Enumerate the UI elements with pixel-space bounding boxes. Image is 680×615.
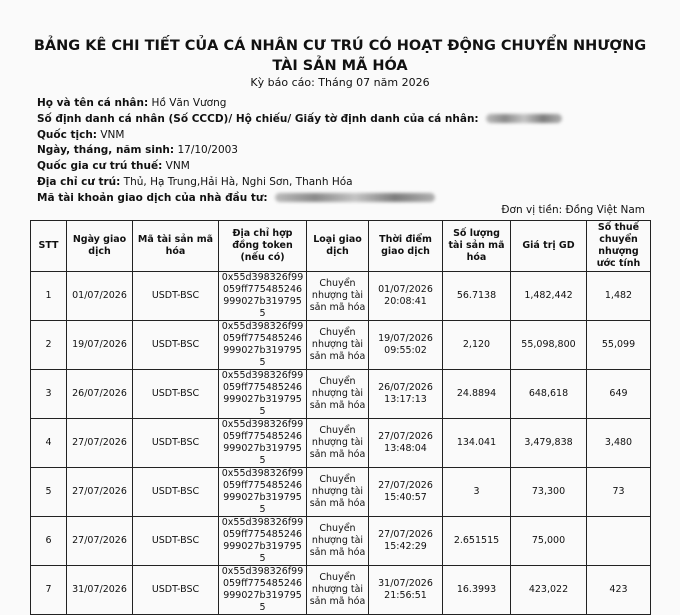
tax-country-label: Quốc gia cư trú thuế: [37, 160, 163, 173]
account-row [37, 191, 562, 207]
cell-address: 0x55d398326f99059ff775485246999027b3197955 [219, 468, 307, 517]
cell-qty: 134.041 [443, 419, 511, 468]
cell-type: Chuyển nhượng tài sản mã hóa [307, 272, 369, 321]
cell-value: 423,022 [511, 566, 587, 615]
header-value: Giá trị GD [511, 221, 587, 272]
header-qty: Số lượng tài sản mã hóa [443, 221, 511, 272]
cell-value: 55,098,800 [511, 321, 587, 370]
cell-type: Chuyển nhượng tài sản mã hóa [307, 468, 369, 517]
cell-qty: 3 [443, 468, 511, 517]
cell-asset: USDT-BSC [133, 517, 219, 566]
address-value: Thủ, Hạ Trung,Hải Hà, Nghi Sơn, Thanh Hóa [123, 175, 353, 188]
nationality-label: Quốc tịch: [37, 128, 98, 141]
cell-stt: 4 [31, 419, 67, 468]
header-date: Ngày giao dịch [67, 221, 133, 272]
table-row [31, 321, 651, 370]
cell-qty: 2,120 [443, 321, 511, 370]
cell-time-clock: 20:08:41 [384, 296, 427, 307]
cell-address: 0x55d398326f99059ff775485246999027b3197955 [219, 321, 307, 370]
redacted-id [486, 114, 562, 123]
table-row [31, 468, 651, 517]
cell-tax: 1,482 [587, 272, 651, 321]
cell-time [369, 419, 443, 468]
cell-date: 19/07/2026 [67, 321, 133, 370]
cell-date: 27/07/2026 [67, 419, 133, 468]
cell-time-clock: 09:55:02 [384, 345, 427, 356]
account-label: Mã tài khoản giao dịch của nhà đầu tư: [37, 191, 268, 204]
currency-unit: Đơn vị tiền: Đồng Việt Nam [501, 204, 645, 216]
cell-time-clock: 13:17:13 [384, 394, 427, 405]
name-label: Họ và tên cá nhân: [37, 97, 149, 109]
cell-time [369, 272, 443, 321]
cell-time-date: 27/07/2026 [378, 529, 433, 540]
table-row [31, 517, 651, 566]
cell-value: 75,000 [511, 517, 587, 566]
address-label: Địa chỉ cư trú: [37, 175, 121, 188]
cell-address: 0x55d398326f99059ff775485246999027b3197955 [219, 419, 307, 468]
cell-stt: 5 [31, 468, 67, 517]
dob-label: Ngày, tháng, năm sinh: [37, 144, 175, 157]
table-row [31, 370, 651, 419]
cell-address: 0x55d398326f99059ff775485246999027b3197955 [219, 272, 307, 321]
name-value: Hồ Văn Vương [151, 97, 227, 109]
cell-date: 27/07/2026 [67, 517, 133, 566]
cell-type: Chuyển nhượng tài sản mã hóa [307, 517, 369, 566]
cell-value: 648,618 [511, 370, 587, 419]
cell-asset: USDT-BSC [133, 566, 219, 615]
cell-tax: 55,099 [587, 321, 651, 370]
header-type: Loại giao dịch [307, 221, 369, 272]
cell-stt: 6 [31, 517, 67, 566]
cell-asset: USDT-BSC [133, 272, 219, 321]
personal-info [37, 96, 562, 207]
header-stt: STT [31, 221, 67, 272]
cell-time-clock: 13:48:04 [384, 443, 427, 454]
cell-time-date: 01/07/2026 [378, 284, 433, 295]
document-title: BẢNG KÊ CHI TIẾT CỦA CÁ NHÂN CƯ TRÚ CÓ HOẠT ĐỘNG CHUYỂN NHƯỢNG TÀI SẢN MÃ HÓA [33, 38, 647, 74]
cell-address: 0x55d398326f99059ff775485246999027b3197955 [219, 370, 307, 419]
header-asset: Mã tài sản mã hóa [133, 221, 219, 272]
cell-stt: 7 [31, 566, 67, 615]
report-period: Kỳ báo cáo: Tháng 07 năm 2026 [250, 76, 430, 89]
cell-stt: 3 [31, 370, 67, 419]
cell-tax: 3,480 [587, 419, 651, 468]
cell-asset: USDT-BSC [133, 468, 219, 517]
cell-stt: 1 [31, 272, 67, 321]
cell-asset: USDT-BSC [133, 419, 219, 468]
table-header-row [31, 221, 651, 272]
cell-time-clock: 15:42:29 [384, 541, 427, 552]
id-row [37, 112, 562, 128]
nationality-value: VNM [100, 128, 125, 141]
cell-date: 26/07/2026 [67, 370, 133, 419]
name-row [37, 96, 562, 112]
cell-asset: USDT-BSC [133, 370, 219, 419]
cell-time-clock: 15:40:57 [384, 492, 427, 503]
transaction-table [30, 220, 651, 615]
table-row [31, 272, 651, 321]
cell-type: Chuyển nhượng tài sản mã hóa [307, 321, 369, 370]
table-row [31, 419, 651, 468]
cell-tax: 423 [587, 566, 651, 615]
cell-qty: 24.8894 [443, 370, 511, 419]
cell-asset: USDT-BSC [133, 321, 219, 370]
cell-tax: 649 [587, 370, 651, 419]
nationality-row [37, 128, 562, 144]
cell-date: 01/07/2026 [67, 272, 133, 321]
tax-country-value: VNM [165, 160, 190, 173]
cell-tax [587, 517, 651, 566]
cell-date: 27/07/2026 [67, 468, 133, 517]
cell-qty: 2.651515 [443, 517, 511, 566]
redacted-account [275, 193, 435, 202]
header-address: Địa chỉ hợp đồng token (nếu có) [219, 221, 307, 272]
cell-qty: 56.7138 [443, 272, 511, 321]
cell-time-date: 19/07/2026 [378, 333, 433, 344]
cell-type: Chuyển nhượng tài sản mã hóa [307, 419, 369, 468]
cell-time-date: 27/07/2026 [378, 480, 433, 491]
header-tax: Số thuế chuyển nhượng ước tính [587, 221, 651, 272]
cell-address: 0x55d398326f99059ff775485246999027b3197955 [219, 566, 307, 615]
address-row [37, 175, 562, 191]
dob-value: 17/10/2003 [177, 144, 238, 157]
cell-value: 1,482,442 [511, 272, 587, 321]
id-label: Số định danh cá nhân (Số CCCD)/ Hộ chiếu/ Giấy tờ định danh của cá nhân: [37, 112, 479, 125]
cell-time [369, 321, 443, 370]
cell-stt: 2 [31, 321, 67, 370]
cell-tax: 73 [587, 468, 651, 517]
cell-time-clock: 21:56:51 [384, 590, 427, 601]
cell-time-date: 26/07/2026 [378, 382, 433, 393]
cell-qty: 16.3993 [443, 566, 511, 615]
cell-time-date: 27/07/2026 [378, 431, 433, 442]
cell-type: Chuyển nhượng tài sản mã hóa [307, 566, 369, 615]
header-time: Thời điểm giao dịch [369, 221, 443, 272]
cell-time [369, 370, 443, 419]
cell-time [369, 468, 443, 517]
cell-time [369, 517, 443, 566]
cell-address: 0x55d398326f99059ff775485246999027b3197955 [219, 517, 307, 566]
cell-time-date: 31/07/2026 [378, 578, 433, 589]
cell-value: 73,300 [511, 468, 587, 517]
tax-country-row [37, 159, 562, 175]
cell-value: 3,479,838 [511, 419, 587, 468]
cell-type: Chuyển nhượng tài sản mã hóa [307, 370, 369, 419]
cell-date: 31/07/2026 [67, 566, 133, 615]
dob-row [37, 143, 562, 159]
